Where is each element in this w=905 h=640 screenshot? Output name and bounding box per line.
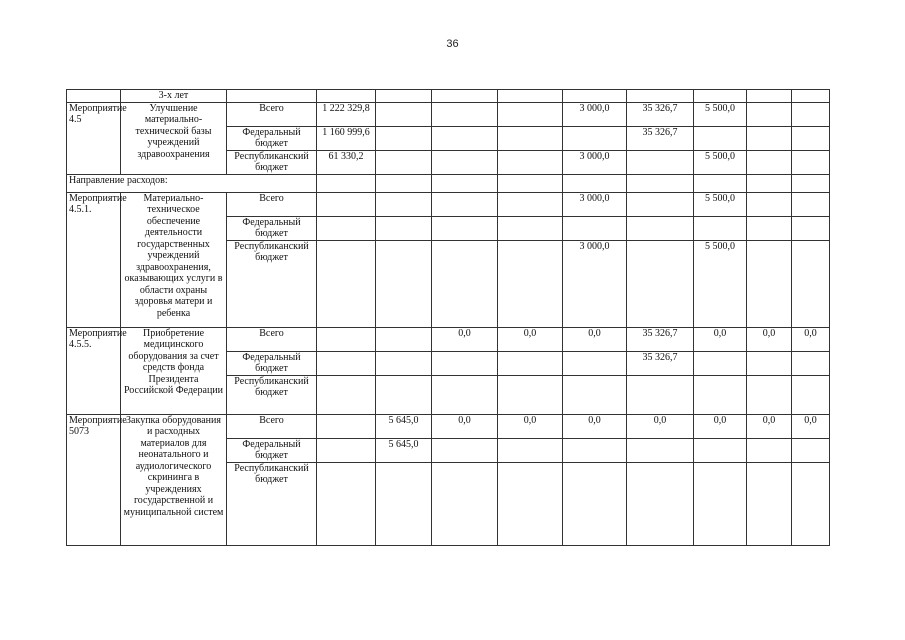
value-cell (627, 375, 694, 414)
table-body (67, 90, 830, 546)
value-cell: 35 326,7 (627, 327, 694, 351)
funding-source: Республиканский бюджет (227, 240, 317, 327)
value-cell (498, 216, 563, 240)
table-cell (67, 90, 121, 103)
value-cell (627, 192, 694, 216)
table-cell (376, 174, 432, 192)
value-cell: 5 645,0 (376, 438, 432, 462)
value-cell: 5 500,0 (694, 240, 747, 327)
value-cell (317, 351, 376, 375)
funding-source: Всего (227, 102, 317, 126)
value-cell (432, 240, 498, 327)
value-cell (563, 216, 627, 240)
direction-note-row (67, 174, 830, 192)
value-cell (432, 126, 498, 150)
value-cell: 0,0 (498, 327, 563, 351)
funding-source: Всего (227, 192, 317, 216)
table-row (67, 102, 830, 126)
value-cell: 3 000,0 (563, 192, 627, 216)
value-cell (694, 351, 747, 375)
value-cell (627, 216, 694, 240)
table-cell (563, 174, 627, 192)
value-cell (498, 240, 563, 327)
value-cell (694, 462, 747, 545)
value-cell (376, 375, 432, 414)
value-cell: 5 500,0 (694, 192, 747, 216)
value-cell (376, 462, 432, 545)
value-cell (498, 351, 563, 375)
value-cell (694, 375, 747, 414)
value-cell (317, 414, 376, 438)
value-cell: 0,0 (432, 414, 498, 438)
value-cell: 3 000,0 (563, 150, 627, 174)
funding-source: Федеральный бюджет (227, 351, 317, 375)
table-row (67, 192, 830, 216)
measure-name: Закупка оборудования и расходных материалов для неонатального и аудиологического скрининга в учреждениях государственной и муниципальной систем (121, 414, 227, 545)
value-cell (792, 126, 830, 150)
value-cell (432, 438, 498, 462)
measure-name: Приобретение медицинского оборудования за счет средств фонда Президента Российской Федерации (121, 327, 227, 414)
funding-source: Федеральный бюджет (227, 438, 317, 462)
value-cell (563, 126, 627, 150)
funding-source: Всего (227, 327, 317, 351)
table-cell (747, 174, 792, 192)
direction-note: Направление расходов: (67, 174, 317, 192)
value-cell: 5 500,0 (694, 150, 747, 174)
value-cell: 0,0 (432, 327, 498, 351)
value-cell (792, 240, 830, 327)
measure-name: Улучшение материально-технической базы учреждений здравоохранения (121, 102, 227, 174)
value-cell (376, 327, 432, 351)
value-cell (498, 150, 563, 174)
table-row (67, 327, 830, 351)
page-number: 36 (446, 38, 459, 50)
value-cell (747, 192, 792, 216)
budget-table (66, 89, 830, 546)
funding-source: Республиканский бюджет (227, 462, 317, 545)
value-cell (432, 462, 498, 545)
measure-name: Материально-техническое обеспечение деятельности государственных учреждений здравоохранения, оказывающих услуги в области охраны здоровья матери и ребенка (121, 192, 227, 327)
table-row (67, 414, 830, 438)
table-cell (694, 174, 747, 192)
value-cell: 0,0 (627, 414, 694, 438)
value-cell (747, 216, 792, 240)
value-cell: 5 645,0 (376, 414, 432, 438)
value-cell: 61 330,2 (317, 150, 376, 174)
measure-code: Мероприятие 4.5 (67, 102, 121, 174)
table-cell (432, 174, 498, 192)
value-cell: 0,0 (498, 414, 563, 438)
value-cell (747, 462, 792, 545)
value-cell (498, 102, 563, 126)
value-cell (563, 438, 627, 462)
value-cell: 0,0 (747, 327, 792, 351)
value-cell (498, 462, 563, 545)
value-cell (747, 375, 792, 414)
value-cell (432, 375, 498, 414)
value-cell (376, 351, 432, 375)
value-cell (498, 126, 563, 150)
value-cell (317, 192, 376, 216)
value-cell (627, 240, 694, 327)
value-cell (376, 192, 432, 216)
value-cell: 0,0 (792, 414, 830, 438)
value-cell (432, 351, 498, 375)
value-cell: 3 000,0 (563, 102, 627, 126)
table-cell (627, 174, 694, 192)
table-cell (792, 174, 830, 192)
value-cell: 1 222 329,8 (317, 102, 376, 126)
value-cell (747, 102, 792, 126)
value-cell (792, 192, 830, 216)
value-cell (432, 102, 498, 126)
measure-code: Мероприятие 5073 (67, 414, 121, 545)
value-cell (747, 438, 792, 462)
table-cell (498, 174, 563, 192)
value-cell (747, 126, 792, 150)
value-cell: 0,0 (563, 414, 627, 438)
value-cell (432, 216, 498, 240)
value-cell (792, 150, 830, 174)
value-cell (376, 240, 432, 327)
value-cell (376, 216, 432, 240)
value-cell (694, 216, 747, 240)
value-cell: 5 500,0 (694, 102, 747, 126)
value-cell (747, 240, 792, 327)
value-cell (747, 351, 792, 375)
value-cell (317, 462, 376, 545)
value-cell (376, 102, 432, 126)
header-fragment-row (67, 90, 830, 103)
value-cell: 0,0 (694, 414, 747, 438)
value-cell: 1 160 999,6 (317, 126, 376, 150)
measure-code: Мероприятие 4.5.5. (67, 327, 121, 414)
value-cell (317, 216, 376, 240)
funding-source: Всего (227, 414, 317, 438)
value-cell (792, 438, 830, 462)
funding-source: Республиканский бюджет (227, 150, 317, 174)
value-cell (747, 150, 792, 174)
value-cell (792, 351, 830, 375)
value-cell (317, 438, 376, 462)
value-cell (792, 375, 830, 414)
header-fragment: 3-х лет (121, 90, 227, 103)
value-cell (792, 462, 830, 545)
value-cell (694, 126, 747, 150)
value-cell: 0,0 (694, 327, 747, 351)
funding-source: Федеральный бюджет (227, 126, 317, 150)
value-cell (563, 351, 627, 375)
value-cell: 35 326,7 (627, 351, 694, 375)
value-cell (627, 462, 694, 545)
value-cell: 0,0 (792, 327, 830, 351)
value-cell (563, 462, 627, 545)
value-cell (317, 375, 376, 414)
value-cell (792, 216, 830, 240)
measure-code: Мероприятие 4.5.1. (67, 192, 121, 327)
value-cell (432, 150, 498, 174)
value-cell (498, 438, 563, 462)
value-cell: 3 000,0 (563, 240, 627, 327)
value-cell (317, 240, 376, 327)
value-cell: 35 326,7 (627, 126, 694, 150)
value-cell (627, 438, 694, 462)
value-cell (498, 375, 563, 414)
value-cell (376, 150, 432, 174)
funding-source: Федеральный бюджет (227, 216, 317, 240)
value-cell (498, 192, 563, 216)
value-cell (376, 126, 432, 150)
value-cell (563, 375, 627, 414)
table-cell (317, 174, 376, 192)
value-cell (317, 327, 376, 351)
value-cell: 0,0 (563, 327, 627, 351)
value-cell (627, 150, 694, 174)
value-cell: 35 326,7 (627, 102, 694, 126)
value-cell (792, 102, 830, 126)
funding-source: Республиканский бюджет (227, 375, 317, 414)
value-cell (432, 192, 498, 216)
value-cell (694, 438, 747, 462)
value-cell: 0,0 (747, 414, 792, 438)
